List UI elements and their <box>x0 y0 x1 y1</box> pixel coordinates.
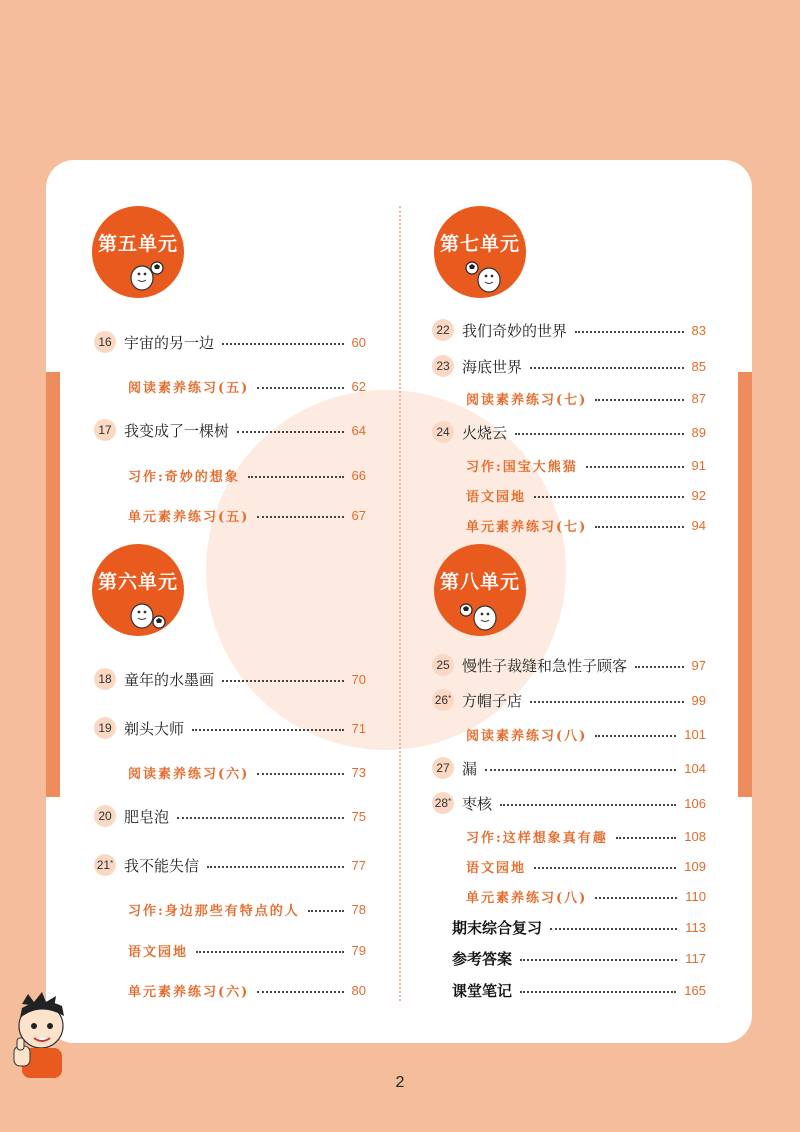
lesson-number: 17 <box>98 423 112 437</box>
toc-sub-row[interactable] <box>128 463 366 487</box>
toc-sub-row[interactable] <box>128 938 366 962</box>
toc-entry-title: 火烧云 <box>462 423 508 442</box>
dot-leader <box>192 729 344 731</box>
toc-section-row[interactable] <box>452 978 706 1002</box>
toc-section-row[interactable] <box>452 915 706 939</box>
dot-leader <box>575 331 684 333</box>
dinosaur-mascot-icon <box>126 592 166 632</box>
toc-sub-row[interactable] <box>128 978 366 1002</box>
lesson-number-badge <box>432 654 454 676</box>
dot-leader <box>530 367 684 369</box>
toc-page-number: 106 <box>684 795 706 811</box>
toc-sub-row[interactable] <box>466 513 706 537</box>
column-divider <box>399 206 401 1001</box>
toc-entry-title: 阅读素养练习(八) <box>466 728 588 744</box>
dot-leader <box>534 867 676 869</box>
left-edge-tab <box>46 372 60 797</box>
toc-page-number: 71 <box>351 720 366 736</box>
dot-leader <box>586 466 684 468</box>
unit7-badge <box>434 206 526 298</box>
toc-sub-row[interactable] <box>466 386 706 410</box>
dot-leader <box>196 951 344 953</box>
lesson-number: 18 <box>98 672 112 686</box>
dot-leader <box>207 866 344 868</box>
toc-page-number: 97 <box>691 657 706 673</box>
lesson-number: 22 <box>436 323 450 337</box>
lesson-number: 28 <box>434 796 449 810</box>
lesson-number: 24 <box>436 425 450 439</box>
toc-page-number: 70 <box>351 671 366 687</box>
boy-thumbs-up-icon <box>8 990 78 1080</box>
toc-entry-title: 阅读素养练习(六) <box>128 766 250 782</box>
right-edge-tab <box>738 372 752 797</box>
toc-sub-row[interactable] <box>466 824 706 848</box>
toc-entry-title: 宇宙的另一边 <box>124 333 215 352</box>
toc-page-number: 117 <box>685 950 706 966</box>
lesson-number: 19 <box>98 721 112 735</box>
lesson-number: 21 <box>96 858 111 872</box>
toc-page-number: 78 <box>351 901 366 917</box>
unit8-badge <box>434 544 526 636</box>
toc-entry-title: 阅读素养练习(五) <box>128 380 250 396</box>
toc-entry-title: 我们奇妙的世界 <box>462 321 568 340</box>
toc-page-number: 91 <box>691 457 706 473</box>
dinosaur-mascot-icon <box>464 256 504 296</box>
toc-lesson-row[interactable] <box>94 804 366 828</box>
toc-page-number: 92 <box>691 487 706 503</box>
toc-lesson-row[interactable] <box>94 418 366 442</box>
unit5-title: 第五单元 <box>97 233 178 255</box>
toc-lesson-row[interactable] <box>432 354 706 378</box>
toc-page-number: 73 <box>351 764 366 780</box>
toc-page-number: 108 <box>684 828 706 844</box>
toc-page-number: 104 <box>684 760 706 776</box>
toc-entry-title: 习作:身边那些有特点的人 <box>128 903 300 919</box>
toc-sub-row[interactable] <box>128 503 366 527</box>
toc-page-number: 75 <box>351 808 366 824</box>
unit7-title: 第七单元 <box>439 233 520 255</box>
toc-page-number: 94 <box>691 517 706 533</box>
toc-entry-title: 课堂笔记 <box>452 981 513 1000</box>
lesson-number-badge <box>432 355 454 377</box>
toc-lesson-row[interactable] <box>432 756 706 780</box>
lesson-number: 23 <box>436 359 450 373</box>
toc-sub-row[interactable] <box>466 722 706 746</box>
dot-leader <box>485 769 676 771</box>
toc-page-number: 109 <box>684 858 706 874</box>
toc-page-number: 67 <box>351 507 366 523</box>
lesson-number: 27 <box>436 761 450 775</box>
toc-lesson-row[interactable] <box>94 716 366 740</box>
unit6-title: 第六单元 <box>97 571 178 593</box>
dinosaur-mascot-icon <box>126 254 166 294</box>
toc-page-number: 62 <box>351 378 366 394</box>
toc-entry-title: 参考答案 <box>452 949 513 968</box>
dinosaur-mascot-icon <box>460 594 500 634</box>
dot-leader <box>595 526 683 528</box>
toc-page-number: 99 <box>691 692 706 708</box>
toc-page-number: 80 <box>351 982 366 998</box>
dot-leader <box>248 476 344 478</box>
toc-page-number: 60 <box>351 334 366 350</box>
dot-leader <box>520 991 676 993</box>
toc-page-number: 101 <box>684 726 706 742</box>
page-number: 2 <box>395 1074 405 1091</box>
dot-leader <box>530 701 684 703</box>
toc-lesson-row[interactable] <box>432 420 706 444</box>
toc-entry-title: 单元素养练习(五) <box>128 509 250 525</box>
toc-page-number: 79 <box>351 942 366 958</box>
dot-leader <box>177 817 344 819</box>
lesson-number-badge <box>94 805 116 827</box>
toc-lesson-row[interactable] <box>94 667 366 691</box>
toc-entry-title: 习作:国宝大熊猫 <box>466 459 578 475</box>
toc-entry-title: 期末综合复习 <box>452 918 543 937</box>
toc-entry-title: 单元素养练习(七) <box>466 519 588 535</box>
toc-sub-row[interactable] <box>466 884 706 908</box>
toc-entry-title: 我不能失信 <box>124 856 200 875</box>
toc-entry-title: 习作:这样想象真有趣 <box>466 830 608 846</box>
lesson-number: 16 <box>98 335 112 349</box>
toc-lesson-row[interactable] <box>432 688 706 712</box>
dot-leader <box>595 897 677 899</box>
toc-entry-title: 枣核 <box>462 794 493 813</box>
toc-page-number: 83 <box>691 322 706 338</box>
lesson-number: 25 <box>436 658 450 672</box>
toc-page-number: 87 <box>691 390 706 406</box>
optional-lesson-star: * <box>448 693 452 703</box>
lesson-number: 26 <box>434 693 449 707</box>
lesson-number-badge <box>94 717 116 739</box>
optional-lesson-star: * <box>110 858 114 868</box>
lesson-number-badge <box>432 757 454 779</box>
dot-leader <box>257 516 343 518</box>
lesson-number-badge <box>94 419 116 441</box>
dot-leader <box>257 387 343 389</box>
toc-sub-row[interactable] <box>466 854 706 878</box>
dot-leader <box>257 991 343 993</box>
toc-page-number: 85 <box>691 358 706 374</box>
dot-leader <box>515 433 684 435</box>
dot-leader <box>222 680 344 682</box>
dot-leader <box>616 837 676 839</box>
toc-entry-title: 语文园地 <box>466 860 527 876</box>
toc-lesson-row[interactable] <box>94 330 366 354</box>
toc-entry-title: 慢性子裁缝和急性子顾客 <box>462 656 628 675</box>
toc-sub-row[interactable] <box>128 760 366 784</box>
toc-sub-row[interactable] <box>128 897 366 921</box>
toc-lesson-row[interactable] <box>94 853 366 877</box>
toc-entry-title: 海底世界 <box>462 357 523 376</box>
lesson-number-badge <box>432 792 454 814</box>
toc-entry-title: 语文园地 <box>128 944 189 960</box>
toc-sub-row[interactable] <box>128 374 366 398</box>
unit8-title: 第八单元 <box>439 571 520 593</box>
toc-lesson-row[interactable] <box>432 653 706 677</box>
dot-leader <box>595 399 683 401</box>
lesson-number-badge <box>94 668 116 690</box>
toc-lesson-row[interactable] <box>432 318 706 342</box>
toc-entry-title: 阅读素养练习(七) <box>466 392 588 408</box>
toc-card <box>46 160 752 1043</box>
dot-leader <box>520 959 677 961</box>
toc-section-row[interactable] <box>452 946 706 970</box>
toc-page-number: 64 <box>351 422 366 438</box>
toc-entry-title: 单元素养练习(六) <box>128 984 250 1000</box>
toc-page-number: 77 <box>351 857 366 873</box>
toc-entry-title: 漏 <box>462 759 478 778</box>
toc-entry-title: 肥皂泡 <box>124 807 170 826</box>
unit6-badge <box>92 544 184 636</box>
lesson-number-badge <box>432 421 454 443</box>
dot-leader <box>237 431 344 433</box>
lesson-number: 20 <box>98 809 112 823</box>
toc-lesson-row[interactable] <box>432 791 706 815</box>
toc-entry-title: 语文园地 <box>466 489 527 505</box>
toc-page-number: 113 <box>685 919 706 935</box>
toc-entry-title: 剃头大师 <box>124 719 185 738</box>
lesson-number-badge <box>432 689 454 711</box>
dot-leader <box>595 735 676 737</box>
toc-page-number: 66 <box>351 467 366 483</box>
dot-leader <box>550 928 677 930</box>
lesson-number-badge <box>94 331 116 353</box>
dot-leader <box>308 910 344 912</box>
dot-leader <box>534 496 684 498</box>
toc-page-number: 110 <box>685 888 706 904</box>
optional-lesson-star: * <box>448 796 452 806</box>
lesson-number-badge <box>432 319 454 341</box>
toc-sub-row[interactable] <box>466 483 706 507</box>
toc-entry-title: 单元素养练习(八) <box>466 890 588 906</box>
toc-sub-row[interactable] <box>466 453 706 477</box>
toc-entry-title: 我变成了一棵树 <box>124 421 230 440</box>
unit5-badge <box>92 206 184 298</box>
toc-page-number: 89 <box>691 424 706 440</box>
lesson-number-badge <box>94 854 116 876</box>
toc-page-number: 165 <box>684 982 706 998</box>
toc-entry-title: 习作:奇妙的想象 <box>128 469 240 485</box>
dot-leader <box>635 666 684 668</box>
dot-leader <box>222 343 344 345</box>
dot-leader <box>500 804 676 806</box>
toc-entry-title: 方帽子店 <box>462 691 523 710</box>
dot-leader <box>257 773 343 775</box>
toc-entry-title: 童年的水墨画 <box>124 670 215 689</box>
